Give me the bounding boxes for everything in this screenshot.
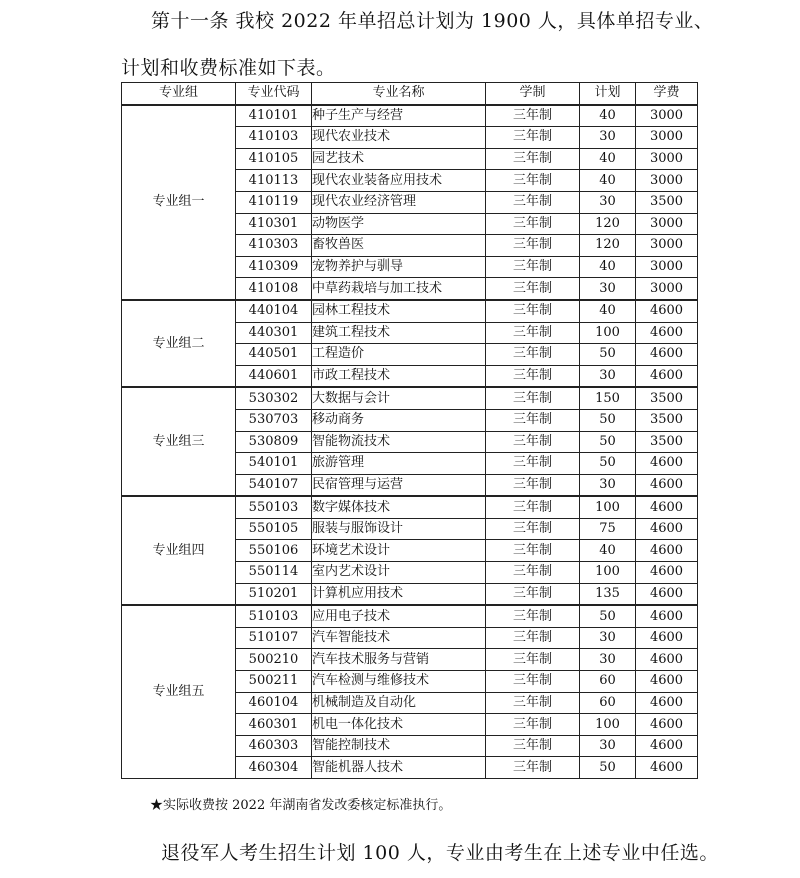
- fee-cell: 3000: [636, 127, 698, 149]
- code-cell: 510201: [236, 583, 312, 605]
- fee-cell: 3500: [636, 409, 698, 431]
- major-name-cell: 室内艺术设计: [312, 562, 486, 584]
- duration-cell: 三年制: [486, 540, 580, 562]
- major-name-cell: 数字媒体技术: [312, 496, 486, 518]
- major-name-cell: 汽车检测与维修技术: [312, 671, 486, 693]
- header-duration: 学制: [486, 83, 580, 105]
- duration-cell: 三年制: [486, 518, 580, 540]
- code-cell: 440601: [236, 365, 312, 387]
- code-cell: 530809: [236, 431, 312, 453]
- fee-cell: 4600: [636, 540, 698, 562]
- code-cell: 410101: [236, 105, 312, 127]
- plan-cell: 30: [580, 649, 636, 671]
- fee-cell: 4600: [636, 474, 698, 496]
- duration-cell: 三年制: [486, 409, 580, 431]
- fee-cell: 4600: [636, 300, 698, 322]
- fee-cell: 4600: [636, 518, 698, 540]
- plan-cell: 50: [580, 431, 636, 453]
- major-name-cell: 旅游管理: [312, 453, 486, 475]
- code-cell: 550103: [236, 496, 312, 518]
- code-cell: 510103: [236, 605, 312, 627]
- group-name-cell: 专业组一: [122, 105, 236, 300]
- code-cell: 540107: [236, 474, 312, 496]
- duration-cell: 三年制: [486, 627, 580, 649]
- duration-cell: 三年制: [486, 344, 580, 366]
- fee-cell: 4600: [636, 365, 698, 387]
- table-group-section: [122, 605, 698, 778]
- plan-cell: 30: [580, 127, 636, 149]
- duration-cell: 三年制: [486, 278, 580, 300]
- code-cell: 550114: [236, 562, 312, 584]
- fee-cell: 4600: [636, 714, 698, 736]
- major-name-cell: 现代农业技术: [312, 127, 486, 149]
- fee-cell: 3000: [636, 256, 698, 278]
- table-row: [122, 105, 698, 127]
- plan-cell: 150: [580, 387, 636, 409]
- major-name-cell: 种子生产与经营: [312, 105, 486, 127]
- major-name-cell: 园林工程技术: [312, 300, 486, 322]
- header-plan: 计划: [580, 83, 636, 105]
- code-cell: 460303: [236, 735, 312, 757]
- duration-cell: 三年制: [486, 757, 580, 779]
- major-name-cell: 应用电子技术: [312, 605, 486, 627]
- table-row: [122, 605, 698, 627]
- plan-cell: 50: [580, 409, 636, 431]
- duration-cell: 三年制: [486, 453, 580, 475]
- fee-cell: 4600: [636, 496, 698, 518]
- fee-cell: 3000: [636, 170, 698, 192]
- plan-cell: 30: [580, 627, 636, 649]
- plan-cell: 120: [580, 235, 636, 257]
- plan-cell: 135: [580, 583, 636, 605]
- intro-line-1: 第十一条 我校 2022 年单招总计划为 1900 人，具体单招专业、: [151, 10, 714, 32]
- plan-cell: 30: [580, 474, 636, 496]
- fee-cell: 3500: [636, 191, 698, 213]
- duration-cell: 三年制: [486, 583, 580, 605]
- duration-cell: 三年制: [486, 127, 580, 149]
- major-name-cell: 汽车技术服务与营销: [312, 649, 486, 671]
- table-group-section: [122, 496, 698, 605]
- header-name: 专业名称: [312, 83, 486, 105]
- major-name-cell: 工程造价: [312, 344, 486, 366]
- duration-cell: 三年制: [486, 671, 580, 693]
- plan-cell: 120: [580, 213, 636, 235]
- major-name-cell: 大数据与会计: [312, 387, 486, 409]
- major-name-cell: 现代农业装备应用技术: [312, 170, 486, 192]
- plan-cell: 40: [580, 148, 636, 170]
- table-group-section: [122, 300, 698, 387]
- major-name-cell: 动物医学: [312, 213, 486, 235]
- duration-cell: 三年制: [486, 322, 580, 344]
- major-name-cell: 智能物流技术: [312, 431, 486, 453]
- fee-cell: 4600: [636, 692, 698, 714]
- header-group: 专业组: [122, 83, 236, 105]
- table-row: [122, 300, 698, 322]
- table-group-section: [122, 387, 698, 496]
- fee-note: ★实际收费按 2022 年湖南省发改委核定标准执行。: [150, 798, 452, 813]
- duration-cell: 三年制: [486, 562, 580, 584]
- fee-cell: 4600: [636, 649, 698, 671]
- fee-cell: 3000: [636, 148, 698, 170]
- duration-cell: 三年制: [486, 649, 580, 671]
- duration-cell: 三年制: [486, 692, 580, 714]
- duration-cell: 三年制: [486, 105, 580, 127]
- code-cell: 530302: [236, 387, 312, 409]
- plan-cell: 100: [580, 562, 636, 584]
- intro-line-2: 计划和收费标准如下表。: [121, 57, 336, 79]
- plan-cell: 50: [580, 605, 636, 627]
- plan-cell: 50: [580, 344, 636, 366]
- table-group-section: [122, 105, 698, 300]
- fee-cell: 3000: [636, 235, 698, 257]
- plan-cell: 50: [580, 453, 636, 475]
- fee-cell: 3000: [636, 105, 698, 127]
- code-cell: 550105: [236, 518, 312, 540]
- fee-cell: 4600: [636, 627, 698, 649]
- fee-cell: 4600: [636, 583, 698, 605]
- major-name-cell: 移动商务: [312, 409, 486, 431]
- duration-cell: 三年制: [486, 714, 580, 736]
- code-cell: 410108: [236, 278, 312, 300]
- major-name-cell: 畜牧兽医: [312, 235, 486, 257]
- fee-cell: 3500: [636, 387, 698, 409]
- code-cell: 550106: [236, 540, 312, 562]
- duration-cell: 三年制: [486, 148, 580, 170]
- major-name-cell: 民宿管理与运营: [312, 474, 486, 496]
- duration-cell: 三年制: [486, 474, 580, 496]
- code-cell: 460104: [236, 692, 312, 714]
- group-name-cell: 专业组三: [122, 387, 236, 496]
- code-cell: 410103: [236, 127, 312, 149]
- code-cell: 460301: [236, 714, 312, 736]
- header-fee: 学费: [636, 83, 698, 105]
- code-cell: 460304: [236, 757, 312, 779]
- fee-cell: 4600: [636, 453, 698, 475]
- plan-cell: 40: [580, 256, 636, 278]
- code-cell: 500211: [236, 671, 312, 693]
- group-name-cell: 专业组二: [122, 300, 236, 387]
- major-name-cell: 建筑工程技术: [312, 322, 486, 344]
- major-name-cell: 市政工程技术: [312, 365, 486, 387]
- major-name-cell: 计算机应用技术: [312, 583, 486, 605]
- major-name-cell: 智能控制技术: [312, 735, 486, 757]
- code-cell: 410303: [236, 235, 312, 257]
- plan-cell: 30: [580, 278, 636, 300]
- enrollment-plan-table: [121, 82, 698, 779]
- code-cell: 410105: [236, 148, 312, 170]
- duration-cell: 三年制: [486, 256, 580, 278]
- plan-cell: 100: [580, 496, 636, 518]
- duration-cell: 三年制: [486, 431, 580, 453]
- code-cell: 440104: [236, 300, 312, 322]
- code-cell: 540101: [236, 453, 312, 475]
- code-cell: 510107: [236, 627, 312, 649]
- major-name-cell: 宠物养护与驯导: [312, 256, 486, 278]
- fee-cell: 3000: [636, 213, 698, 235]
- code-cell: 440501: [236, 344, 312, 366]
- major-name-cell: 机电一体化技术: [312, 714, 486, 736]
- fee-cell: 4600: [636, 671, 698, 693]
- plan-cell: 30: [580, 365, 636, 387]
- duration-cell: 三年制: [486, 605, 580, 627]
- plan-cell: 40: [580, 170, 636, 192]
- major-name-cell: 智能机器人技术: [312, 757, 486, 779]
- plan-cell: 40: [580, 105, 636, 127]
- plan-cell: 30: [580, 191, 636, 213]
- major-name-cell: 机械制造及自动化: [312, 692, 486, 714]
- fee-cell: 3500: [636, 431, 698, 453]
- code-cell: 500210: [236, 649, 312, 671]
- duration-cell: 三年制: [486, 300, 580, 322]
- plan-cell: 75: [580, 518, 636, 540]
- plan-cell: 60: [580, 692, 636, 714]
- major-name-cell: 服装与服饰设计: [312, 518, 486, 540]
- duration-cell: 三年制: [486, 365, 580, 387]
- duration-cell: 三年制: [486, 496, 580, 518]
- fee-cell: 4600: [636, 757, 698, 779]
- code-cell: 440301: [236, 322, 312, 344]
- duration-cell: 三年制: [486, 170, 580, 192]
- duration-cell: 三年制: [486, 213, 580, 235]
- plan-cell: 60: [580, 671, 636, 693]
- group-name-cell: 专业组四: [122, 496, 236, 605]
- table-row: [122, 496, 698, 518]
- major-name-cell: 园艺技术: [312, 148, 486, 170]
- duration-cell: 三年制: [486, 735, 580, 757]
- group-name-cell: 专业组五: [122, 605, 236, 778]
- header-code: 专业代码: [236, 83, 312, 105]
- closing-line: 退役军人考生招生计划 100 人，专业由考生在上述专业中任选。: [161, 842, 719, 864]
- code-cell: 410119: [236, 191, 312, 213]
- fee-cell: 4600: [636, 735, 698, 757]
- code-cell: 530703: [236, 409, 312, 431]
- plan-cell: 100: [580, 322, 636, 344]
- major-name-cell: 环境艺术设计: [312, 540, 486, 562]
- fee-cell: 4600: [636, 322, 698, 344]
- fee-cell: 3000: [636, 278, 698, 300]
- plan-cell: 30: [580, 735, 636, 757]
- duration-cell: 三年制: [486, 191, 580, 213]
- code-cell: 410113: [236, 170, 312, 192]
- fee-cell: 4600: [636, 605, 698, 627]
- plan-cell: 40: [580, 300, 636, 322]
- fee-cell: 4600: [636, 344, 698, 366]
- plan-cell: 100: [580, 714, 636, 736]
- duration-cell: 三年制: [486, 235, 580, 257]
- table-header-row: [122, 83, 698, 105]
- major-name-cell: 汽车智能技术: [312, 627, 486, 649]
- major-name-cell: 中草药栽培与加工技术: [312, 278, 486, 300]
- table-row: [122, 387, 698, 409]
- plan-cell: 40: [580, 540, 636, 562]
- fee-cell: 4600: [636, 562, 698, 584]
- code-cell: 410301: [236, 213, 312, 235]
- code-cell: 410309: [236, 256, 312, 278]
- duration-cell: 三年制: [486, 387, 580, 409]
- plan-cell: 50: [580, 757, 636, 779]
- major-name-cell: 现代农业经济管理: [312, 191, 486, 213]
